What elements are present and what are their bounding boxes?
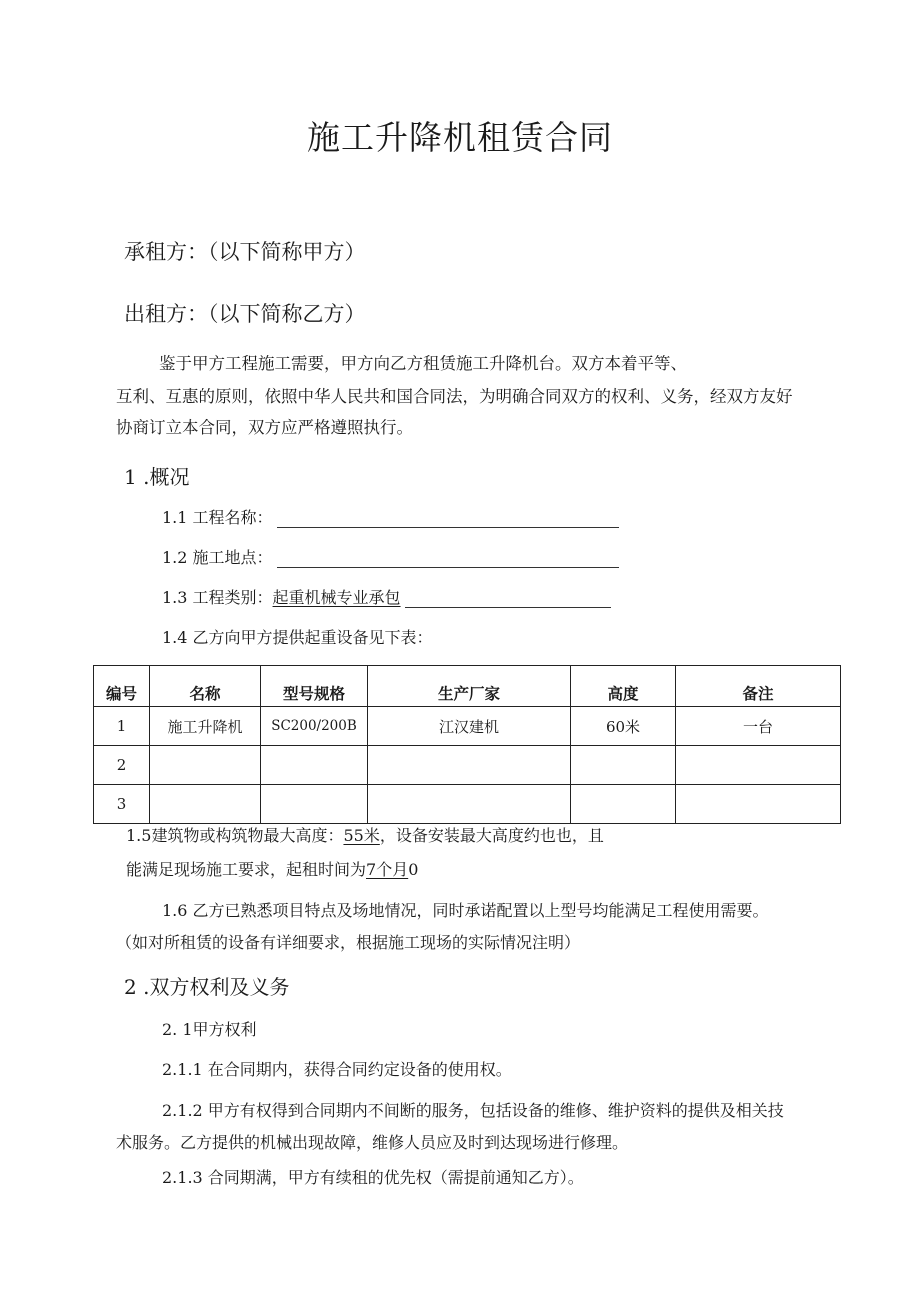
item-1-5-line-2 xyxy=(126,857,418,880)
header-cell: 编号 xyxy=(94,666,150,707)
item-1-3 xyxy=(162,585,611,608)
item-1-6-line-2: （如对所租赁的设备有详细要求，根据施工现场的实际情况注明） xyxy=(116,933,581,952)
lessor-line: 出租方：（以下简称乙方） xyxy=(124,302,366,326)
table-cell: 60米 xyxy=(571,707,676,746)
item-1-5-line2-prefix: 能满足现场施工要求，起租时间为 xyxy=(126,860,367,879)
item-1-5-line-1 xyxy=(126,823,604,846)
item-1-1 xyxy=(162,505,619,528)
item-1-6-line-1: 1.6 乙方已熟悉项目特点及场地情况，同时承诺配置以上型号均能满足工程使用需要。 xyxy=(162,901,769,920)
table-cell: SC200/200B xyxy=(261,707,368,746)
item-2-1-2-line-1: 2.1.2 甲方有权得到合同期内不间断的服务，包括设备的维修、维护资料的提供及相关技 xyxy=(162,1101,784,1120)
equipment-table xyxy=(93,665,841,824)
table-header-row xyxy=(94,666,841,707)
section-1-heading: 1 .概况 xyxy=(124,465,190,489)
table-cell: 一台 xyxy=(676,707,841,746)
item-1-4: 1.4 乙方向甲方提供起重设备见下表： xyxy=(162,628,433,647)
header-cell: 名称 xyxy=(150,666,261,707)
header-cell: 生产厂家 xyxy=(368,666,571,707)
header-cell: 型号规格 xyxy=(261,666,368,707)
table-cell xyxy=(261,785,368,824)
item-1-2 xyxy=(162,545,619,568)
item-1-3-value: 起重机械专业承包 xyxy=(272,588,401,607)
item-1-3-blank xyxy=(405,589,611,608)
table-cell xyxy=(571,785,676,824)
table-cell xyxy=(571,746,676,785)
item-1-5-suffix: ，设备安装最大高度约也也，且 xyxy=(379,826,604,845)
table-cell: 施工升降机 xyxy=(150,707,261,746)
item-1-5-line2-suffix: 0 xyxy=(408,860,419,879)
item-1-1-label: 1.1 工程名称： xyxy=(162,508,273,527)
intro-line-3: 协商订立本合同，双方应严格遵照执行。 xyxy=(116,418,413,437)
table-cell xyxy=(676,746,841,785)
table-row xyxy=(94,707,841,746)
table-cell xyxy=(150,746,261,785)
intro-line-1: 鉴于甲方工程施工需要，甲方向乙方租赁施工升降机台。双方本着平等、 xyxy=(159,354,687,373)
table-cell xyxy=(261,746,368,785)
item-2-1-3: 2.1.3 合同期满，甲方有续租的优先权（需提前通知乙方）。 xyxy=(162,1168,584,1187)
section-2-heading: 2 .双方权利及义务 xyxy=(124,975,290,999)
item-2-1-1: 2.1.1 在合同期内，获得合同约定设备的使用权。 xyxy=(162,1060,512,1079)
table-cell xyxy=(368,785,571,824)
item-1-2-blank xyxy=(277,549,619,568)
table-cell: 2 xyxy=(94,746,150,785)
table-cell xyxy=(368,746,571,785)
item-1-5-height: 55米 xyxy=(343,826,380,845)
item-1-2-label: 1.2 施工地点： xyxy=(162,548,273,567)
item-1-5-duration: 7个月 xyxy=(366,860,409,879)
header-cell: 备注 xyxy=(676,666,841,707)
header-cell: 高度 xyxy=(571,666,676,707)
item-1-1-blank xyxy=(277,509,619,528)
table-cell: 江汉建机 xyxy=(368,707,571,746)
item-2-1-2-line-2: 术服务。乙方提供的机械出现故障，维修人员应及时到达现场进行修理。 xyxy=(116,1133,629,1152)
table-cell: 1 xyxy=(94,707,150,746)
item-1-3-label: 1.3 工程类别： xyxy=(162,588,273,607)
document-title: 施工升降机租赁合同 xyxy=(307,118,613,157)
table-cell xyxy=(150,785,261,824)
table-cell xyxy=(676,785,841,824)
subsection-2-1: 2. 1甲方权利 xyxy=(162,1020,257,1039)
table-row xyxy=(94,785,841,824)
intro-line-2: 互利、互惠的原则，依照中华人民共和国合同法，为明确合同双方的权利、义务，经双方友好 xyxy=(116,387,793,406)
lessee-line: 承租方：（以下简称甲方） xyxy=(124,240,366,264)
table-cell: 3 xyxy=(94,785,150,824)
item-1-5-prefix: 1.5建筑物或构筑物最大高度： xyxy=(126,826,344,845)
table-row xyxy=(94,746,841,785)
